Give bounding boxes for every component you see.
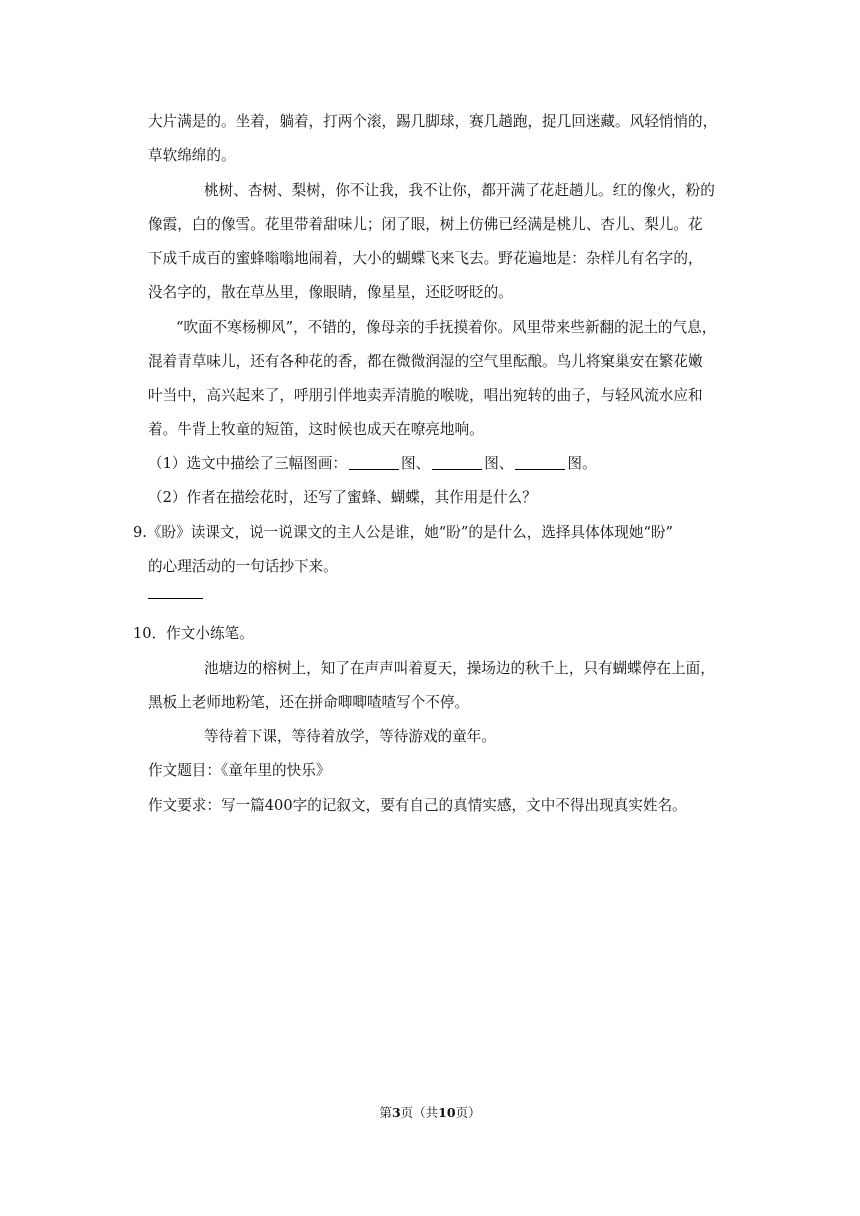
passage-line: 没名字的，散在草丛里，像眼睛，像星星，还眨呀眨的。 — [148, 284, 513, 301]
essay-title: 作文题目：《童年里的快乐》 — [148, 762, 331, 779]
q10-para-line: 池塘边的榕树上，知了在声声叫着夏天，操场边的秋千上，只有蝴蝶停在上面， — [204, 660, 715, 677]
q8-sub1-tu-2: 图、 — [484, 455, 514, 472]
footer-page-number: 3 — [391, 1105, 401, 1120]
q9-line: 的心理活动的一句话抄下来。 — [148, 558, 338, 575]
passage-line: 混着青草味儿，还有各种花的香，都在微微润湿的空气里酝酿。鸟儿将窠巢安在繁花嫩 — [148, 353, 703, 370]
q10-heading: 10．作文小练笔。 — [133, 625, 254, 642]
passage-line: 像霞，白的像雪。花里带着甜味儿；闭了眼，树上仿佛已经满是桃儿、杏儿、梨儿。花 — [148, 216, 703, 233]
q8-sub2: （2）作者在描绘花时，还写了蜜蜂、蝴蝶，其作用是什么？ — [148, 489, 537, 506]
q9-answer-blank[interactable] — [148, 598, 203, 599]
passage-line: 叶当中，高兴起来了，呼朋引伴地卖弄清脆的喉咙，唱出宛转的曲子，与轻风流水应和 — [148, 387, 703, 404]
passage-line: “吹面不寒杨柳风”，不错的，像母亲的手抚摸着你。风里带来些新翻的泥土的气息， — [176, 319, 717, 336]
passage-line: 着。牛背上牧童的短笛，这时候也成天在嘹亮地响。 — [148, 421, 484, 438]
answer-blank-3[interactable] — [515, 455, 565, 470]
answer-blank-1[interactable] — [349, 455, 399, 470]
q9-line: 9.《盼》读课文，说一说课文的主人公是谁，她“盼”的是什么，选择具体体现她“盼” — [133, 524, 673, 541]
q8-sub1-tu-1: 图、 — [401, 455, 431, 472]
page-footer — [0, 1104, 860, 1122]
q10-para-line: 等待着下课，等待着放学，等待游戏的童年。 — [204, 728, 496, 745]
passage-line: 大片满是的。坐着，躺着，打两个滚，踢几脚球，赛几趟跑，捉几回迷藏。风轻悄悄的， — [148, 113, 718, 130]
passage-line: 桃树、杏树、梨树，你不让我，我不让你，都开满了花赶趟儿。红的像火，粉的 — [204, 182, 715, 199]
footer-text: 第 — [379, 1105, 392, 1120]
answer-blank-2[interactable] — [432, 455, 482, 470]
footer-text: 页） — [455, 1105, 481, 1120]
q10-para-line: 黑板上老师地粉笔，还在拼命唧唧喳喳写个不停。 — [148, 694, 470, 711]
q8-sub1 — [148, 454, 597, 474]
essay-requirement: 作文要求：写一篇400字的记叙文，要有自己的真情实感，文中不得出现真实姓名。 — [148, 797, 687, 814]
footer-text: 页（共 — [400, 1105, 439, 1120]
q8-sub1-end: 图。 — [567, 455, 597, 472]
q8-sub1-prefix: （1）选文中描绘了三幅图画： — [148, 455, 348, 472]
passage-line: 草软绵绵的。 — [148, 147, 236, 164]
passage-line: 下成千成百的蜜蜂嗡嗡地闹着，大小的蝴蝶飞来飞去。野花遍地是：杂样儿有名字的， — [148, 250, 703, 267]
footer-total-pages: 10 — [438, 1105, 456, 1120]
